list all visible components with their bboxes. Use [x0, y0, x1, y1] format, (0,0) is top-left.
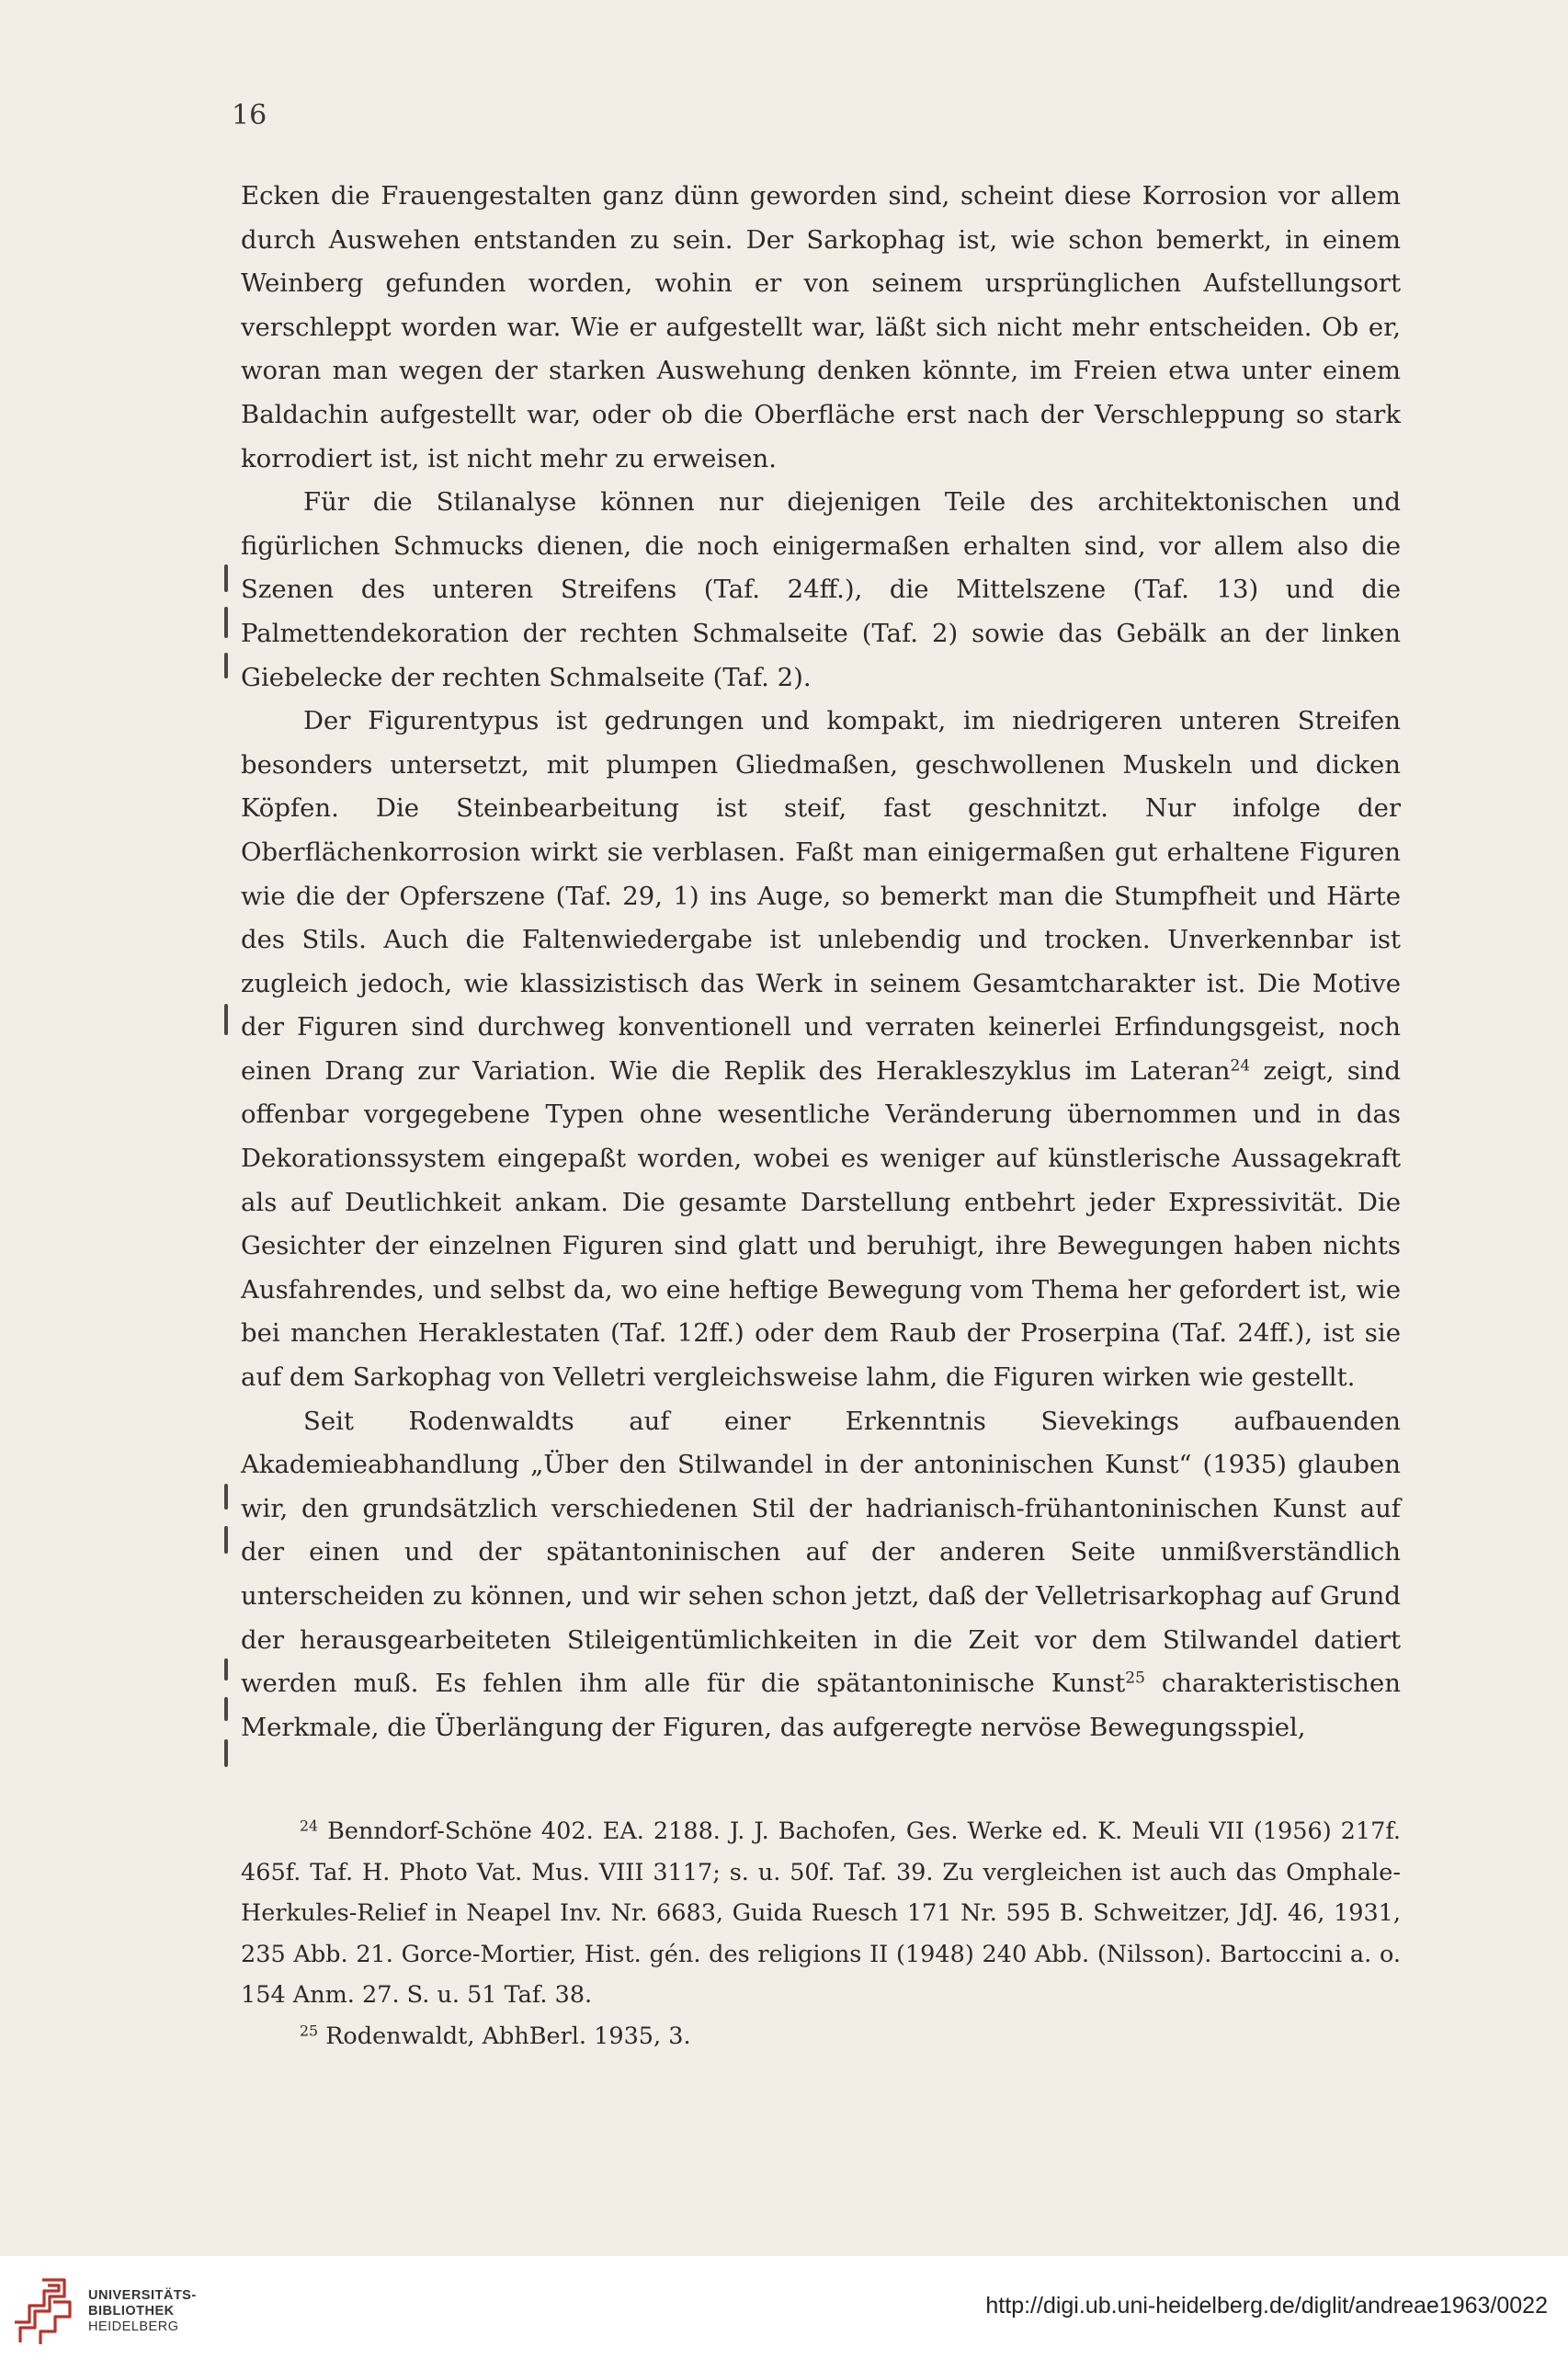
paragraph	[241, 1400, 1401, 1750]
footnotes	[241, 1811, 1401, 2057]
paragraph	[241, 481, 1401, 700]
footnote	[241, 1811, 1401, 2016]
paragraph-text: charakteristischen Merkmale, die Überlängung der Figuren, das aufgeregte nervöse Bewegungsspiel,	[241, 1669, 1402, 1742]
margin-mark	[224, 607, 228, 638]
margin-mark	[224, 564, 228, 592]
footnote-ref: 24	[1230, 1056, 1251, 1076]
paragraph	[241, 175, 1401, 481]
library-name-line: BIBLIOTHEK	[88, 2304, 175, 2319]
margin-mark	[224, 1697, 228, 1721]
margin-mark	[224, 1526, 228, 1554]
footnote-number: 25	[300, 2021, 319, 2039]
footnote-text: Benndorf-Schöne 402. EA. 2188. J. J. Bachofen, Ges. Werke ed. K. Meuli VII (1956) 217f. 465f. Taf. H. Photo Vat. Mus. VIII 3117; s. u. 50f. Taf. 39. Zu vergleichen ist auch das Omphale-Herkules-Relief in Neapel Inv. Nr. 6683, Guida Ruesch 171 Nr. 595 B. Schweitzer, JdJ. 46, 1931, 235 Abb. 21. Gorce-Mortier, Hist. gén. des religions II (1948) 240 Abb. (Nilsson). Bartoccini a. o. 154 Anm. 27. S. u. 51 Taf. 38.	[241, 1817, 1401, 2009]
footnote	[241, 2016, 1401, 2057]
margin-mark	[224, 1004, 228, 1035]
paragraph	[241, 700, 1401, 1400]
footnote-text: Rodenwaldt, AbhBerl. 1935, 3.	[325, 2022, 691, 2050]
library-name	[88, 2288, 197, 2335]
paragraph-text: Der Figurentypus ist gedrungen und kompakt, im niedrigeren unteren Streifen besonders untersetzt, mit plumpen Gliedmaßen, geschwollenen Muskeln und dicken Köpfen. Die Steinbearbeitung ist steif, fast geschnitzt. Nur infolge der Oberflächenkorrosion wirkt sie verblasen. Faßt man einigermaßen gut erhaltene Figuren wie die der Opferszene (Taf. 29, 1) ins Auge, so bemerkt man die Stumpfheit und Härte des Stils. Auch die Faltenwiedergabe ist unlebendig und trocken. Unverkennbar ist zugleich jedoch, wie klassizistisch das Werk in seinem Gesamtcharakter ist. Die Motive der Figuren sind durchweg konventionell und verraten keinerlei Erfindungsgeist, noch einen Drang zur Variation. Wie die Replik des Herakleszyklus im Lateran	[241, 706, 1401, 1086]
margin-mark	[224, 1739, 228, 1767]
paragraph-text: Für die Stilanalyse können nur diejenigen Teile des architektonischen und figürlichen Schmucks dienen, die noch einigermaßen erhalten sind, vor allem also die Szenen des unteren Streifens (Taf. 24ff.), die Mittelszene (Taf. 13) und die Palmettendekoration der rechten Schmalseite (Taf. 2) sowie das Gebälk an der linken Giebelecke der rechten Schmalseite (Taf. 2).	[241, 487, 1401, 692]
margin-mark	[224, 1484, 228, 1510]
library-name-line: HEIDELBERG	[88, 2319, 179, 2334]
source-url-link[interactable]: http://digi.ub.uni-heidelberg.de/diglit/andreae1963/0022	[985, 2293, 1548, 2319]
paragraph-text: Ecken die Frauengestalten ganz dünn geworden sind, scheint diese Korrosion vor allem durch Auswehen entstanden zu sein. Der Sarkophag ist, wie schon bemerkt, in einem Weinberg gefunden worden, wohin er von seinem ursprünglichen Aufstellungsort verschleppt worden war. Wie er aufgestellt war, läßt sich nicht mehr entscheiden. Ob er, woran man wegen der starken Auswehung denken könnte, im Freien etwa unter einem Baldachin aufgestellt war, oder ob die Oberfläche erst nach der Verschleppung so stark korrodiert ist, ist nicht mehr zu erweisen.	[241, 181, 1401, 473]
library-name-line: UNIVERSITÄTS-	[88, 2288, 197, 2303]
ub-heidelberg-logo-icon	[7, 2274, 81, 2348]
footnote-number: 24	[300, 1817, 319, 1835]
paragraph-text: zeigt, sind offenbar vorgegebene Typen ohne wesentliche Veränderung übernommen und in das Dekorationssystem eingepaßt worden, wobei es weniger auf künstlerische Aussagekraft als auf Deutlichkeit ankam. Die gesamte Darstellung entbehrt jeder Expressivität. Die Gesichter der einzelnen Figuren sind glatt und beruhigt, ihre Bewegungen haben nichts Ausfahrendes, und selbst da, wo eine heftige Bewegung vom Thema her gefordert ist, wie bei manchen Heraklestaten (Taf. 12ff.) oder dem Raub der Proserpina (Taf. 24ff.), ist sie auf dem Sarkophag von Velletri vergleichsweise lahm, die Figuren wirken wie gestellt.	[241, 1055, 1402, 1393]
main-text	[241, 175, 1401, 1749]
page-number: 16	[232, 99, 267, 131]
margin-mark	[224, 653, 228, 678]
footnote-ref: 25	[1125, 1669, 1145, 1688]
paragraph-text: Seit Rodenwaldts auf einer Erkenntnis Sievekings aufbauenden Akademieabhandlung „Über den Stilwandel in der antoninischen Kunst“ (1935) glauben wir, den grundsätzlich verschiedenen Stil der hadrianisch-frühantoninischen Kunst auf der einen und der spätantoninischen auf der anderen Seite unmißverständlich unterscheiden zu können, und wir sehen schon jetzt, daß der Velletrisarkophag auf Grund der herausgearbeiteten Stileigentümlichkeiten in die Zeit vor dem Stilwandel datiert werden muß. Es fehlen ihm alle für die spätantoninische Kunst	[241, 1406, 1401, 1699]
margin-mark	[224, 1658, 228, 1681]
